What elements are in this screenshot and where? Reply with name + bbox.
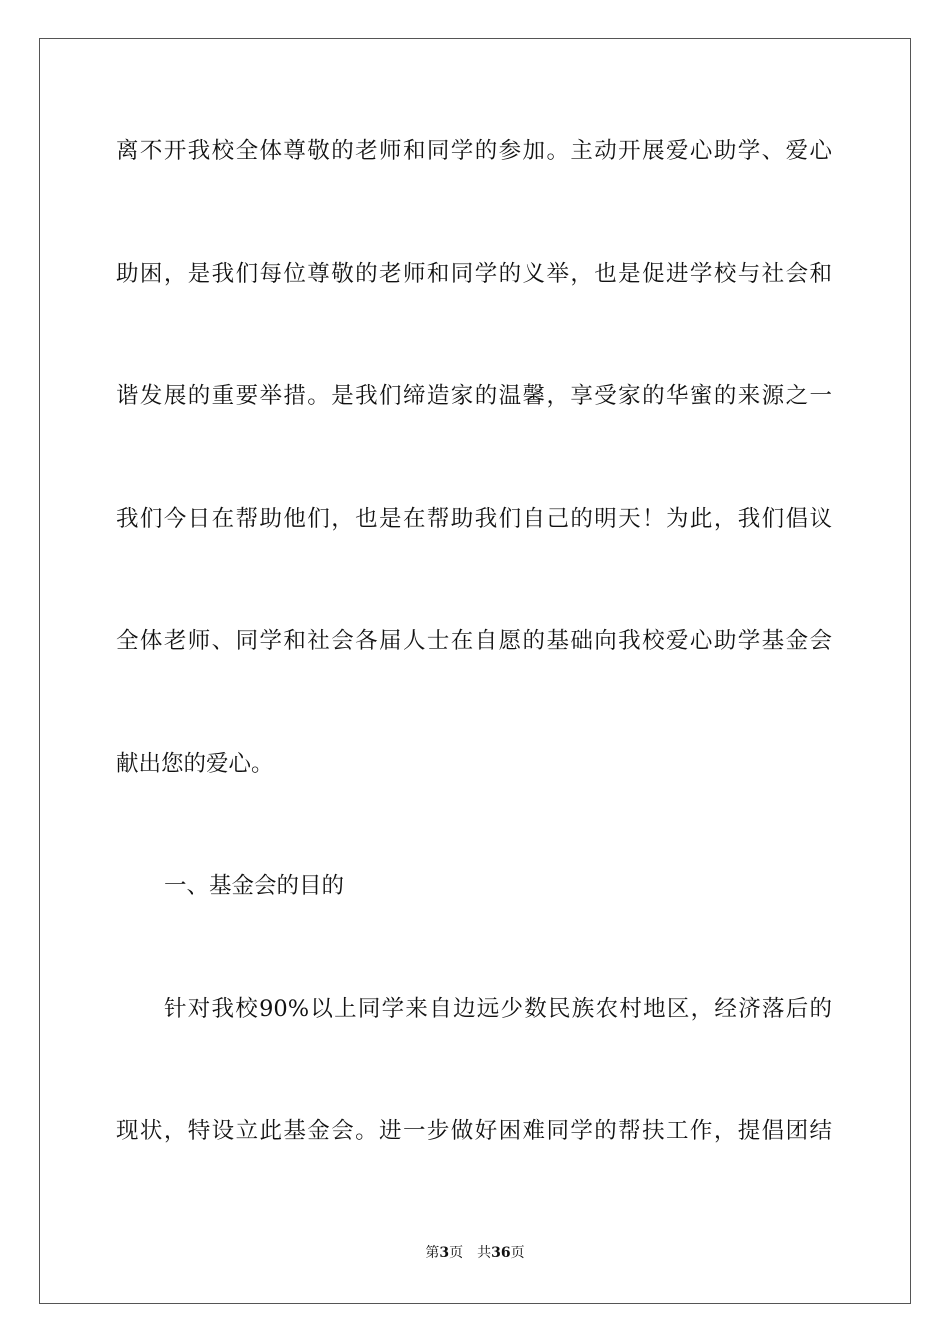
page-footer	[0, 1243, 950, 1263]
body-line-2: 助困，是我们每位尊敬的老师和同学的义举，也是促进学校与社会和	[116, 261, 832, 287]
footer-page-number: 3	[439, 1245, 450, 1261]
paragraph-line-2: 现状，特设立此基金会。进一步做好困难同学的帮扶工作，提倡团结	[116, 1118, 832, 1144]
body-line-3: 谐发展的重要举措。是我们缔造家的温馨，享受家的华蜜的来源之一	[116, 383, 832, 409]
body-line-5: 全体老师、同学和社会各届人士在自愿的基础向我校爱心助学基金会	[116, 628, 832, 654]
body-line-1: 离不开我校全体尊敬的老师和同学的参加。主动开展爱心助学、爱心	[116, 138, 832, 164]
section-heading: 一、基金会的目的	[164, 873, 345, 899]
footer-total-suffix: 页	[510, 1245, 525, 1261]
footer-page-prefix: 第	[425, 1245, 440, 1261]
paragraph-line-1: 针对我校90%以上同学来自边远少数民族农村地区，经济落后的	[164, 996, 832, 1022]
footer-page-suffix: 页	[449, 1245, 464, 1261]
page-border	[39, 38, 911, 1304]
body-line-4: 我们今日在帮助他们，也是在帮助我们自己的明天！为此，我们倡议	[116, 506, 832, 532]
footer-total-prefix: 共	[477, 1245, 492, 1261]
body-line-6: 献出您的爱心。	[116, 751, 274, 777]
footer-total-number: 36	[491, 1245, 511, 1261]
